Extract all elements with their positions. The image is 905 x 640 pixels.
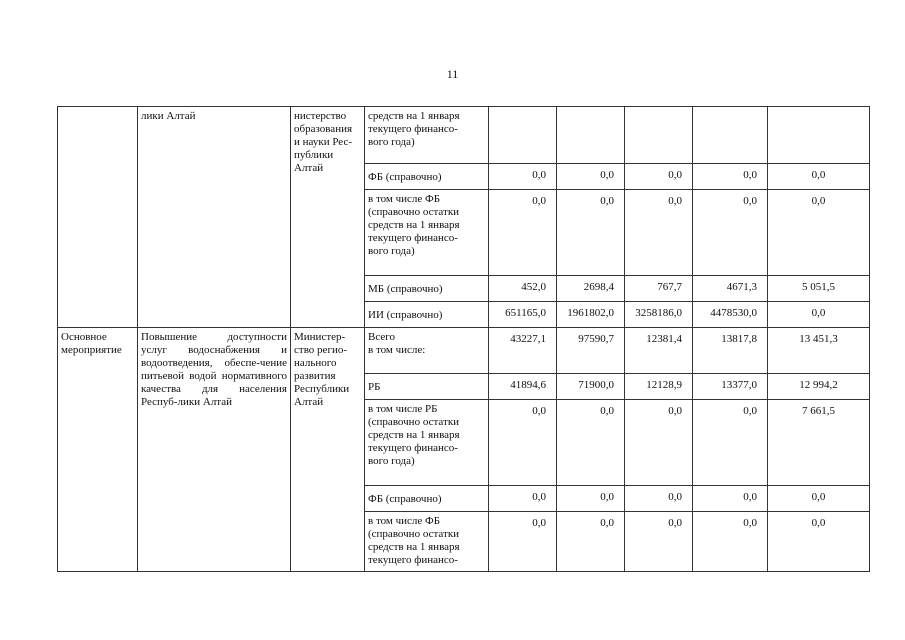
value-cell: 13817,8 — [693, 328, 768, 374]
value-cell: 43227,1 — [489, 328, 557, 374]
value-cell: 0,0 — [557, 486, 625, 512]
value-cell: 41894,6 — [489, 374, 557, 400]
funding-source-cell: в том числе РБ (справочно остатки средств на 1 января текущего финансо- вого года) — [365, 400, 489, 486]
budget-table — [57, 106, 870, 572]
value-cell: 12128,9 — [625, 374, 693, 400]
value-cell: 0,0 — [625, 512, 693, 572]
value-cell: 0,0 — [693, 190, 768, 276]
table-body — [58, 107, 870, 572]
value-cell: 0,0 — [489, 512, 557, 572]
value-cell: 7 661,5 — [768, 400, 870, 486]
funding-source-cell: РБ — [365, 374, 489, 400]
value-cell: 452,0 — [489, 276, 557, 302]
value-cell: 0,0 — [557, 190, 625, 276]
value-cell: 0,0 — [625, 190, 693, 276]
value-cell: 767,7 — [625, 276, 693, 302]
value-cell: 0,0 — [768, 164, 870, 190]
value-cell: 0,0 — [489, 486, 557, 512]
value-cell: 0,0 — [768, 302, 870, 328]
value-cell: 0,0 — [693, 512, 768, 572]
value-cell: 12 994,2 — [768, 374, 870, 400]
funding-source-cell: Всего в том числе: — [365, 328, 489, 374]
funding-source-cell: средств на 1 января текущего финансо- вого года) — [365, 107, 489, 164]
activity-cell — [58, 107, 138, 328]
value-cell — [557, 107, 625, 164]
value-cell: 0,0 — [557, 512, 625, 572]
funding-source-cell: в том числе ФБ (справочно остатки средств на 1 января текущего финансо- вого года) — [365, 190, 489, 276]
funding-source-cell: ФБ (справочно) — [365, 486, 489, 512]
value-cell: 0,0 — [625, 486, 693, 512]
table-row — [58, 328, 870, 374]
value-cell: 0,0 — [693, 400, 768, 486]
value-cell: 13 451,3 — [768, 328, 870, 374]
value-cell: 2698,4 — [557, 276, 625, 302]
measure-name-cell: Повышение доступности услуг водоснабжения и водоотведения, обеспе-чение питьевой водой нормативного качества для населения Респуб-лики Алтай — [138, 328, 291, 572]
value-cell: 0,0 — [489, 190, 557, 276]
table-row — [58, 107, 870, 164]
value-cell — [625, 107, 693, 164]
funding-source-cell: МБ (справочно) — [365, 276, 489, 302]
value-cell: 0,0 — [625, 400, 693, 486]
value-cell: 5 051,5 — [768, 276, 870, 302]
value-cell: 0,0 — [489, 400, 557, 486]
executor-cell: Министер- ство регио- нального развития Республики Алтай — [291, 328, 365, 572]
value-cell: 0,0 — [768, 190, 870, 276]
executor-cell: нистерство образования и науки Рес- публики Алтай — [291, 107, 365, 328]
value-cell: 0,0 — [693, 164, 768, 190]
value-cell: 651165,0 — [489, 302, 557, 328]
value-cell: 0,0 — [557, 400, 625, 486]
value-cell: 1961802,0 — [557, 302, 625, 328]
value-cell: 0,0 — [625, 164, 693, 190]
value-cell: 13377,0 — [693, 374, 768, 400]
value-cell: 3258186,0 — [625, 302, 693, 328]
value-cell: 12381,4 — [625, 328, 693, 374]
value-cell: 0,0 — [557, 164, 625, 190]
value-cell: 4478530,0 — [693, 302, 768, 328]
value-cell — [768, 107, 870, 164]
funding-source-cell: ФБ (справочно) — [365, 164, 489, 190]
funding-source-cell: в том числе ФБ (справочно остатки средств на 1 января текущего финансо- — [365, 512, 489, 572]
value-cell — [693, 107, 768, 164]
value-cell: 4671,3 — [693, 276, 768, 302]
value-cell: 71900,0 — [557, 374, 625, 400]
value-cell: 0,0 — [693, 486, 768, 512]
value-cell — [489, 107, 557, 164]
page-number: 11 — [446, 67, 459, 81]
value-cell: 97590,7 — [557, 328, 625, 374]
funding-source-cell: ИИ (справочно) — [365, 302, 489, 328]
value-cell: 0,0 — [489, 164, 557, 190]
measure-name-cell: лики Алтай — [138, 107, 291, 328]
value-cell: 0,0 — [768, 486, 870, 512]
activity-cell: Основное мероприятие — [58, 328, 138, 572]
value-cell: 0,0 — [768, 512, 870, 572]
